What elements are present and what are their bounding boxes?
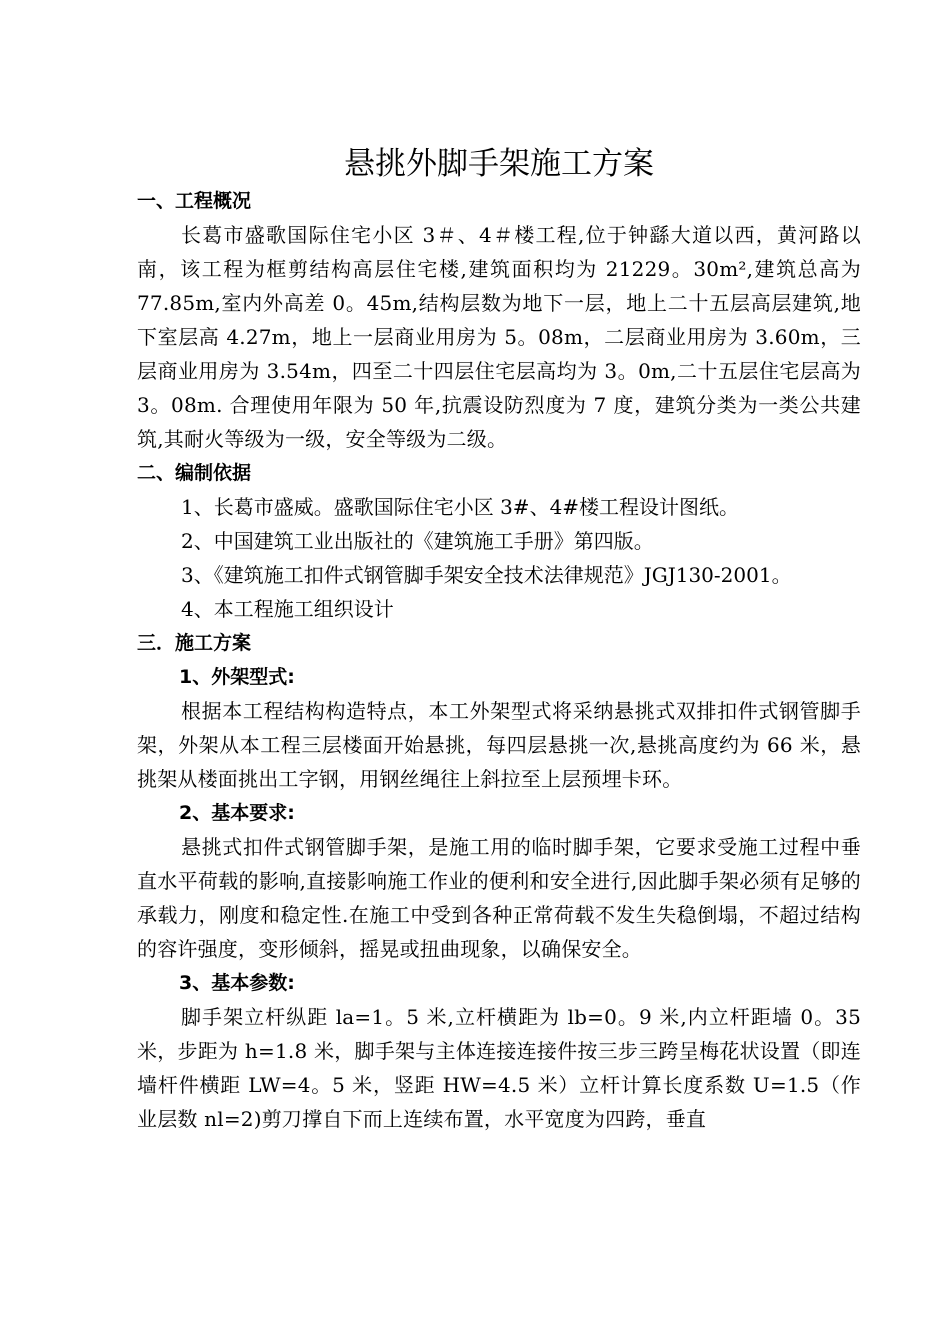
basis-item: 1、长葛市盛威。盛歌国际住宅小区 3#、4#楼工程设计图纸。 — [181, 495, 740, 519]
section-heading-plan: 三．施工方案 — [137, 632, 252, 654]
scaffold-type-paragraph: 根据本工程结构构造特点，本工外架型式将采纳悬挑式双排扣件式钢管脚手架，外架从本工程三层楼面开始悬挑，每四层悬挑一次,悬挑高度约为 66 米，悬挑架从楼面挑出工字钢，用钢丝绳往上斜拉至上层预埋卡环。 — [137, 699, 861, 791]
overview-paragraph: 长葛市盛歌国际住宅小区 3＃、4＃楼工程,位于钟繇大道以西，黄河路以南，该工程为框剪结构高层住宅楼,建筑面积均为 21229。30m²,建筑总高为 77.85m,室内外高差 0。45m,结构层数为地下一层，地上二十五层高层建筑,地下室层高 4.27m，地上一层商业用房为 5。08m，二层商业用房为 3.60m，三层商业用房为 3.54m，四至二十四层住宅层高均为 3。0m,二十五层住宅层高为 3。08m. 合理使用年限为 50 年,抗震设防烈度为 7 度，建筑分类为一类公共建筑,其耐火等级为一级，安全等级为二级。 — [137, 223, 861, 451]
basic-requirements-paragraph: 悬挑式扣件式钢管脚手架，是施工用的临时脚手架，它要求受施工过程中垂直水平荷载的影响,直接影响施工作业的便利和安全进行,因此脚手架必须有足够的承载力，刚度和稳定性.在施工中受到各种正常荷载不发生失稳倒塌，不超过结构的容许强度，变形倾斜，摇晃或扭曲现象，以确保安全。 — [137, 835, 861, 961]
subheading-scaffold-type: 1、外架型式: — [179, 666, 295, 688]
section-heading-basis: 二、编制依据 — [137, 462, 252, 484]
document-title: 悬挑外脚手架施工方案 — [344, 146, 654, 182]
basis-item: 2、中国建筑工业出版社的《建筑施工手册》第四版。 — [181, 529, 654, 553]
subheading-basic-requirements: 2、基本要求: — [179, 802, 295, 824]
basic-parameters-paragraph: 脚手架立杆纵距 la=1。5 米,立杆横距为 lb=0。9 米,内立杆距墙 0。35 米，步距为 h=1.8 米，脚手架与主体连接连接件按三步三跨呈梅花状设置（即连墙杆件横距 LW=4。5 米，竖距 HW=4.5 米）立杆计算长度系数 U=1.5（作业层数 nl=2)剪刀撑自下而上连续布置，水平宽度为四跨，垂直 — [137, 1005, 861, 1131]
subheading-basic-parameters: 3、基本参数: — [179, 972, 295, 994]
basis-item: 4、本工程施工组织设计 — [181, 597, 394, 621]
section-heading-overview: 一、工程概况 — [137, 190, 252, 212]
document-body — [137, 184, 861, 1136]
basis-item: 3、《建筑施工扣件式钢管脚手架安全技术法律规范》JGJ130-2001。 — [181, 563, 792, 587]
